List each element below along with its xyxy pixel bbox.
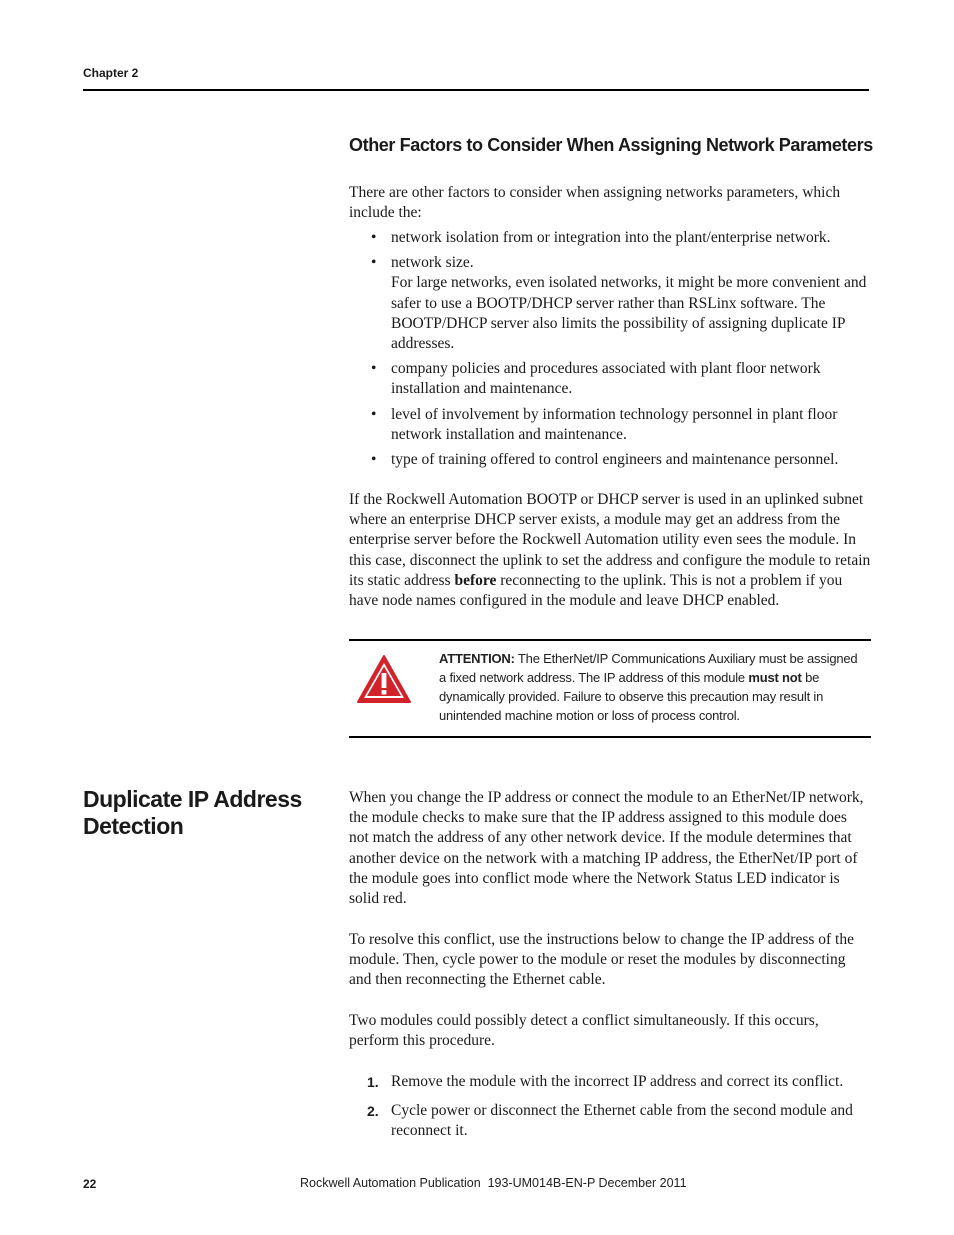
attention-label: ATTENTION: [439,651,515,666]
section2-paragraph-1: When you change the IP address or connect the module to an EtherNet/IP network, the module checks to make sure that the IP address assigned to this module does not match the address of any other network device. If the module determines that another device on the network with a matching IP address, the EtherNet/IP port of the module goes into conflict mode where the Network Status LED indicator is solid red. [349,789,864,908]
section-title-duplicate-ip: Duplicate IP Address Detection [83,786,302,839]
page-number: 22 [83,1177,97,1191]
list-item [349,1072,871,1092]
bullet-text: level of involvement by information technology personnel in plant floor network installation and maintenance. [391,405,838,443]
procedure-steps-list [349,1072,871,1151]
list-item [349,405,869,445]
list-item [349,228,869,248]
step-number: 1. [367,1074,379,1090]
attention-notice [439,649,864,725]
closing-emphasis: before [454,571,497,589]
factors-bullet-list [349,228,869,475]
list-item [349,253,869,354]
section1-closing-paragraph [349,490,871,611]
bullet-text: company policies and procedures associated with plant floor network installation and maintenance. [391,360,821,398]
step-text: Cycle power or disconnect the Ethernet cable from the second module and reconnect it. [391,1102,853,1140]
section-title-other-factors: Other Factors to Consider When Assigning Network Parameters [349,135,873,155]
bullet-icon: • [371,229,377,246]
section1-intro-paragraph: There are other factors to consider when assigning networks parameters, which include the: [349,184,841,222]
attention-text-after: be dynamically provided. Failure to observe this precaution may result in unintended machine motion or loss of process control. [439,670,824,723]
attention-text-before: The EtherNet/IP Communications Auxiliary must be assigned a fixed network address. The IP address of this module [439,651,858,685]
closing-text-after: reconnecting to the uplink. This is not a problem if you have node names configured in the module and leave DHCP enabled. [349,571,843,610]
bullet-icon: • [371,451,377,469]
attention-bottom-rule [349,736,871,738]
list-item [349,1101,871,1141]
section2-paragraph-3: Two modules could possibly detect a conflict simultaneously. If this occurs, perform this procedure. [349,1012,819,1050]
step-text: Remove the module with the incorrect IP address and correct its conflict. [391,1073,844,1090]
bullet-text: network size. [391,254,474,272]
list-item [349,359,869,399]
attention-top-rule [349,639,871,641]
section2-paragraph-2: To resolve this conflict, use the instructions below to change the IP address of the module. Then, cycle power to the module or reset the modules by disconnecting and then reconnecting the Ethernet cable. [349,931,854,989]
step-number: 2. [367,1103,379,1120]
header-rule [83,89,869,91]
closing-text-before: If the Rockwell Automation BOOTP or DHCP server is used in an uplinked subnet where an enterprise DHCP server exists, a module may get an address from the enterprise server before the Rockwell Automation utility even sees the module. In this case, disconnect the uplink to set the address and configure the module to retain its static address [349,491,871,589]
publication-info: Rockwell Automation Publication 193-UM014B-EN-P December 2011 [300,1176,687,1190]
bullet-icon: • [371,405,377,423]
warning-triangle-icon [356,654,412,704]
bullet-icon: • [371,254,377,272]
list-item [349,450,869,470]
chapter-label: Chapter 2 [83,66,139,80]
bullet-text: network isolation from or integration into the plant/enterprise network. [391,229,831,246]
bullet-text: type of training offered to control engineers and maintenance personnel. [391,451,839,469]
attention-emphasis: must not [748,670,802,685]
bullet-icon: • [371,360,377,378]
bullet-subtext: For large networks, even isolated networks, it might be more convenient and safer to use a BOOTP/DHCP server rather than RSLinx software. The BOOTP/DHCP server also limits the possibility of assigning duplicate IP addresses. [391,274,867,353]
